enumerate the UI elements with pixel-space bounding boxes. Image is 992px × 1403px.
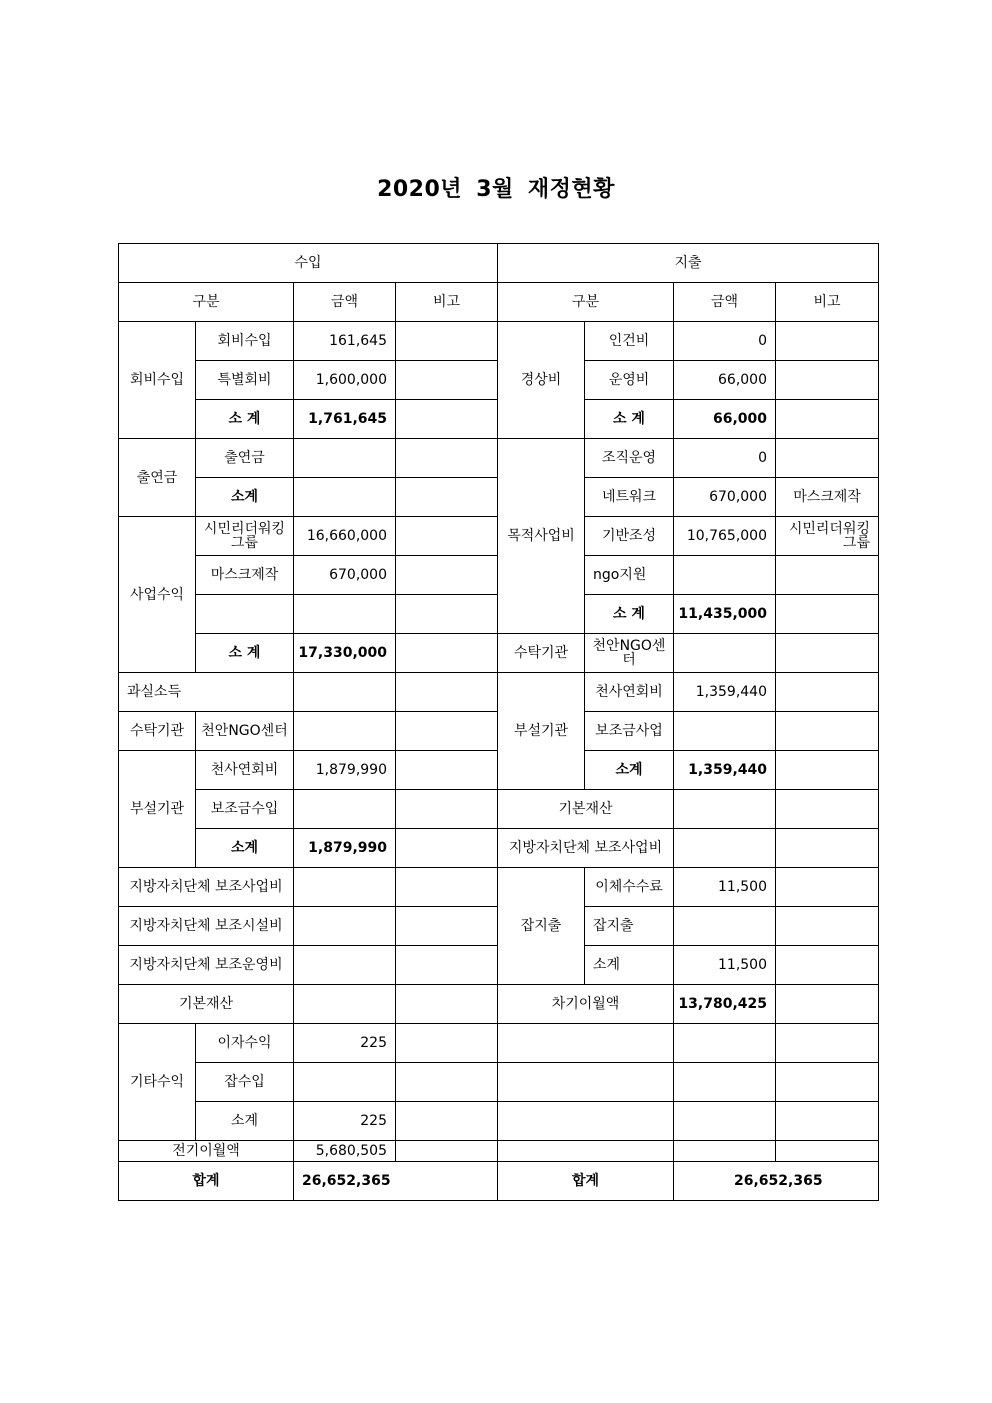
table-row	[119, 1141, 879, 1162]
expense-label: 천사연회비	[585, 673, 674, 712]
income-amount: 16,660,000	[294, 517, 396, 556]
finance-table	[118, 243, 879, 1201]
income-amount-header: 금액	[294, 283, 396, 322]
expense-group-affiliated: 부설기관	[498, 673, 585, 790]
income-label	[196, 595, 294, 634]
income-amount	[294, 673, 396, 712]
income-amount	[294, 985, 396, 1024]
income-amount	[294, 907, 396, 946]
expense-subtotal-amount: 11,435,000	[674, 595, 776, 634]
expense-note	[776, 556, 879, 595]
income-subtotal-amount: 17,330,000	[294, 634, 396, 673]
income-subtotal-label: 소 계	[196, 634, 294, 673]
expense-note	[776, 439, 879, 478]
expense-empty	[776, 1141, 879, 1162]
expense-note	[776, 751, 879, 790]
income-note	[396, 517, 498, 556]
income-group-contribution: 출연금	[119, 439, 196, 517]
table-row	[119, 1102, 879, 1141]
income-group-business: 사업수익	[119, 517, 196, 673]
income-label: 천안NGO센터	[196, 712, 294, 751]
expense-label: 인건비	[585, 322, 674, 361]
income-amount	[294, 595, 396, 634]
expense-subtotal-label: 소계	[585, 751, 674, 790]
expense-category-header: 구분	[498, 283, 674, 322]
income-subtotal-label: 소 계	[196, 400, 294, 439]
expense-note	[776, 946, 879, 985]
expense-amount: 66,000	[674, 361, 776, 400]
income-label: 천사연회비	[196, 751, 294, 790]
income-label: 출연금	[196, 439, 294, 478]
income-note	[396, 712, 498, 751]
expense-label: 기본재산	[498, 790, 674, 829]
expense-subtotal-amount: 1,359,440	[674, 751, 776, 790]
income-note	[396, 634, 498, 673]
expense-subtotal-amount: 66,000	[674, 400, 776, 439]
expense-amount	[674, 829, 776, 868]
expense-subtotal-amount: 11,500	[674, 946, 776, 985]
income-note	[396, 400, 498, 439]
expense-total-label: 합계	[498, 1162, 674, 1201]
income-amount: 670,000	[294, 556, 396, 595]
expense-note	[776, 712, 879, 751]
expense-note	[776, 907, 879, 946]
income-group-entrusted: 수탁기관	[119, 712, 196, 751]
expense-amount-header: 금액	[674, 283, 776, 322]
expense-label: 운영비	[585, 361, 674, 400]
income-label: 과실소득	[119, 673, 294, 712]
section-header-row	[119, 244, 879, 283]
income-note	[396, 829, 498, 868]
income-note	[396, 790, 498, 829]
expense-label: 이체수수료	[585, 868, 674, 907]
expense-note	[776, 595, 879, 634]
income-carryover-amount: 5,680,505	[294, 1141, 396, 1162]
income-subtotal-label: 소계	[196, 478, 294, 517]
expense-subtotal-label: 소 계	[585, 595, 674, 634]
income-total-amount: 26,652,365	[294, 1162, 498, 1201]
income-note	[396, 1063, 498, 1102]
expense-empty	[498, 1063, 674, 1102]
income-header: 수입	[119, 244, 498, 283]
expense-note	[776, 673, 879, 712]
expense-amount: 10,765,000	[674, 517, 776, 556]
income-label: 지방자치단체 보조시설비	[119, 907, 294, 946]
table-row	[119, 868, 879, 907]
income-label: 회비수입	[196, 322, 294, 361]
expense-label: 네트워크	[585, 478, 674, 517]
income-note	[396, 1102, 498, 1141]
income-amount	[294, 946, 396, 985]
income-label: 기본재산	[119, 985, 294, 1024]
expense-group-misc: 잡지출	[498, 868, 585, 985]
income-amount	[294, 712, 396, 751]
income-amount	[294, 790, 396, 829]
table-row	[119, 985, 879, 1024]
income-label: 잡수입	[196, 1063, 294, 1102]
income-note	[396, 595, 498, 634]
income-subtotal-label: 소계	[196, 1102, 294, 1141]
expense-carryover-amount: 13,780,425	[674, 985, 776, 1024]
table-row	[119, 1063, 879, 1102]
income-amount	[294, 868, 396, 907]
expense-amount: 1,359,440	[674, 673, 776, 712]
expense-header: 지출	[498, 244, 879, 283]
income-label: 지방자치단체 보조사업비	[119, 868, 294, 907]
expense-total-amount: 26,652,365	[674, 1162, 879, 1201]
income-amount	[294, 439, 396, 478]
expense-empty	[674, 1141, 776, 1162]
expense-note	[776, 322, 879, 361]
expense-amount	[674, 790, 776, 829]
expense-empty	[498, 1024, 674, 1063]
expense-amount	[674, 712, 776, 751]
income-note	[396, 439, 498, 478]
income-total-label: 합계	[119, 1162, 294, 1201]
expense-group-ordinary: 경상비	[498, 322, 585, 439]
income-note	[396, 868, 498, 907]
income-label: 특별회비	[196, 361, 294, 400]
income-amount: 1,879,990	[294, 751, 396, 790]
expense-empty	[674, 1063, 776, 1102]
table-row	[119, 790, 879, 829]
expense-empty	[776, 1024, 879, 1063]
income-amount: 1,600,000	[294, 361, 396, 400]
expense-amount: 11,500	[674, 868, 776, 907]
expense-note	[776, 361, 879, 400]
total-row	[119, 1162, 879, 1201]
expense-label: 기반조성	[585, 517, 674, 556]
table-row	[119, 1024, 879, 1063]
income-subtotal-amount: 1,879,990	[294, 829, 396, 868]
expense-note	[776, 829, 879, 868]
expense-note	[776, 868, 879, 907]
income-note	[396, 985, 498, 1024]
income-label: 마스크제작	[196, 556, 294, 595]
income-label: 지방자치단체 보조운영비	[119, 946, 294, 985]
expense-note	[776, 400, 879, 439]
table-row	[119, 829, 879, 868]
expense-label: 보조금사업	[585, 712, 674, 751]
expense-subtotal-label: 소 계	[585, 400, 674, 439]
table-row	[119, 673, 879, 712]
income-subtotal-label: 소계	[196, 829, 294, 868]
expense-label: 천안NGO센터	[585, 634, 674, 673]
expense-empty	[498, 1102, 674, 1141]
income-amount	[294, 1063, 396, 1102]
column-header-row	[119, 283, 879, 322]
income-label: 보조금수입	[196, 790, 294, 829]
expense-group-entrusted: 수탁기관	[498, 634, 585, 673]
income-carryover-label: 전기이월액	[119, 1141, 294, 1162]
expense-label: 잡지출	[585, 907, 674, 946]
expense-label: 조직운영	[585, 439, 674, 478]
expense-amount	[674, 634, 776, 673]
income-note-header: 비고	[396, 283, 498, 322]
income-note	[396, 1141, 498, 1162]
expense-amount	[674, 907, 776, 946]
income-group-membership: 회비수입	[119, 322, 196, 439]
income-label: 이자수익	[196, 1024, 294, 1063]
income-note	[396, 556, 498, 595]
income-note	[396, 751, 498, 790]
income-note	[396, 946, 498, 985]
expense-amount: 0	[674, 439, 776, 478]
income-note	[396, 1024, 498, 1063]
income-note	[396, 673, 498, 712]
expense-note: 시민리더워킹그룹	[776, 517, 879, 556]
expense-empty	[674, 1024, 776, 1063]
expense-note	[776, 985, 879, 1024]
income-note	[396, 478, 498, 517]
expense-label: ngo지원	[585, 556, 674, 595]
expense-empty	[776, 1102, 879, 1141]
expense-amount: 670,000	[674, 478, 776, 517]
income-category-header: 구분	[119, 283, 294, 322]
expense-group-purpose: 목적사업비	[498, 439, 585, 634]
expense-note	[776, 790, 879, 829]
expense-label: 지방자치단체 보조사업비	[498, 829, 674, 868]
table-row	[119, 439, 879, 478]
income-amount	[294, 478, 396, 517]
expense-empty	[674, 1102, 776, 1141]
income-label: 시민리더워킹그룹	[196, 517, 294, 556]
expense-note	[776, 634, 879, 673]
income-subtotal-amount: 1,761,645	[294, 400, 396, 439]
table-row	[119, 634, 879, 673]
income-subtotal-amount: 225	[294, 1102, 396, 1141]
expense-amount: 0	[674, 322, 776, 361]
income-amount: 161,645	[294, 322, 396, 361]
income-group-affiliated: 부설기관	[119, 751, 196, 868]
page-title: 2020년 3월 재정현황	[377, 177, 615, 202]
expense-note: 마스크제작	[776, 478, 879, 517]
income-note	[396, 322, 498, 361]
expense-carryover-label: 차기이월액	[498, 985, 674, 1024]
expense-amount	[674, 556, 776, 595]
table-row	[119, 322, 879, 361]
income-note	[396, 361, 498, 400]
expense-note-header: 비고	[776, 283, 879, 322]
income-group-other: 기타수익	[119, 1024, 196, 1141]
expense-subtotal-label: 소계	[585, 946, 674, 985]
income-amount: 225	[294, 1024, 396, 1063]
expense-empty	[776, 1063, 879, 1102]
expense-empty	[498, 1141, 674, 1162]
income-note	[396, 907, 498, 946]
